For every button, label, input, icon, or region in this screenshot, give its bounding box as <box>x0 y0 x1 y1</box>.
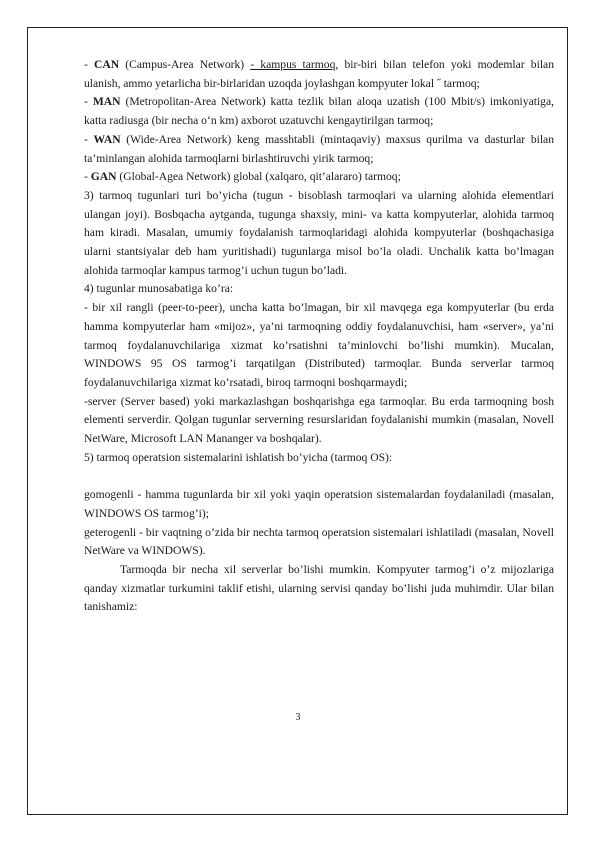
network-acronym: GAN <box>90 170 117 184</box>
paragraph-text: 3) tarmoq tugunlari turi bo’yicha (tugun - bisoblash tarmoqlari va ularning alohida elementlari ulangan joyi). Bosbqacha aytganda, tugunga shaxsiy, mini- va katta kompyuterlar, alohida tarmoq ham kiradi. Masalan, umumiy foydalanish tarmoqlaridagi alohida kompyuterlar (boshqachasiga ularni stantsiyalar deb ham yuritishadi) tugunlarga misol bo’la oladi. Unchalik katta bo’lmagan alohida tarmoqlar kampus tarmog’i uchun tugun bo’ladi. <box>84 188 554 277</box>
paragraph <box>84 449 554 468</box>
paragraph-text: 4) tugunlar munosabatiga ko’ra: <box>84 282 234 296</box>
paragraph-text: -server (Server based) yoki markazlashgan boshqarishga ega tarmoqlar. Bu erda tarmoqning bosh elementi serverdir. Qolgan tugunlar serverning resurslaridan foydalanishi mumkin (masalan, Novell NetWare, Microsoft LAN Mananger va boshqalar). <box>84 394 554 446</box>
paragraph-text: 5) tarmoq operatsion sistemalarini ishlatish bo’yicha (tarmoq OS): <box>84 450 393 464</box>
bullet-dash: - <box>84 132 94 146</box>
paragraph <box>84 131 554 168</box>
paragraph <box>84 486 554 523</box>
bullet-dash: - <box>84 95 93 109</box>
paragraph-text: (Campus-Area Network) <box>119 58 251 71</box>
paragraph-text: (Wide-Area Network) keng masshtabli (mintaqaviy) maxsus qurilma va dasturlar bilan ta’minlangan alohida tarmoqlarni birlashtiruvchi yirik tarmoq; <box>84 132 555 165</box>
paragraph-text: geterogenli - bir vaqtning o’zida bir nechta tarmoq operatsion sistemalari ishlatiladi (masalan, Novell NetWare va WINDOWS). <box>84 525 554 558</box>
page-number: 3 <box>295 712 301 723</box>
paragraph-text: Tarmoqda bir necha xil serverlar bo’lishi mumkin. Kompyuter tarmog’i o’z mijozlariga qanday xizmatlar turkumini taklif etishi, ularning servisi qanday bo’lishi juda muhimdir. Ular bilan tanishamiz: <box>84 562 554 614</box>
paragraph-text: (Global-Agea Network) global (xalqaro, qit’alararo) tarmoq; <box>116 170 401 184</box>
document-body <box>84 56 554 617</box>
network-acronym: CAN <box>94 58 120 71</box>
paragraph-text: gomogenli - hamma tugunlarda bir xil yoki yaqin operatsion sistemalardan foydalaniladi (masalan, WINDOWS OS tarmog’i); <box>84 488 554 520</box>
paragraph <box>84 280 554 299</box>
bullet-dash: - <box>84 170 91 184</box>
paragraph <box>84 56 554 93</box>
paragraph <box>84 299 554 393</box>
underlined-term: - kampus tarmoq <box>250 58 336 71</box>
paragraph <box>84 561 554 617</box>
paragraph-text: (Metropolitan-Area Network) katta tezlik bilan aloqa uzatish (100 Mbit/s) imkoniyatiga, katta radiusga (bir necha o‘n km) axborot uzatuvchi kengaytirilgan tarmoq; <box>84 95 555 128</box>
network-acronym: WAN <box>93 132 121 146</box>
blank-line <box>84 467 554 486</box>
bullet-dash: - <box>84 58 95 71</box>
paragraph <box>84 524 554 561</box>
paragraph <box>84 93 554 130</box>
paragraph <box>84 168 554 187</box>
paragraph-text: , bir-biri bilan telefon yoki modemlar bilan ulanish, ammo yetarlicha bir-birlaridan uzoqda joylashgan kompyuter lokal ˝ tarmoq; <box>84 58 554 90</box>
paragraph <box>84 393 554 449</box>
paragraph <box>84 187 554 281</box>
network-acronym: MAN <box>92 95 121 109</box>
paragraph-text: - bir xil rangli (peer-to-peer), uncha katta bo’lmagan, bir xil mavqega ega kompyuterlar (bu erda hamma kompyuterlar ham «mijoz», ya’ni tarmoqning oddiy foydalanuvchisi, ham «server», ya’ni tarmoq foydalanuvchilariga xizmat ko’rsatishni ta’minlovchi bo’lishi mumkin). Mucalan, WINDOWS 95 OS tarmog’i tarqatilgan (Distributed) tarmoqlar. Bunda serverlar tarmoq foydalanuvchilariga xizmat ko’rsatadi, biroq tarmoqni boshqarmaydi; <box>84 301 554 389</box>
